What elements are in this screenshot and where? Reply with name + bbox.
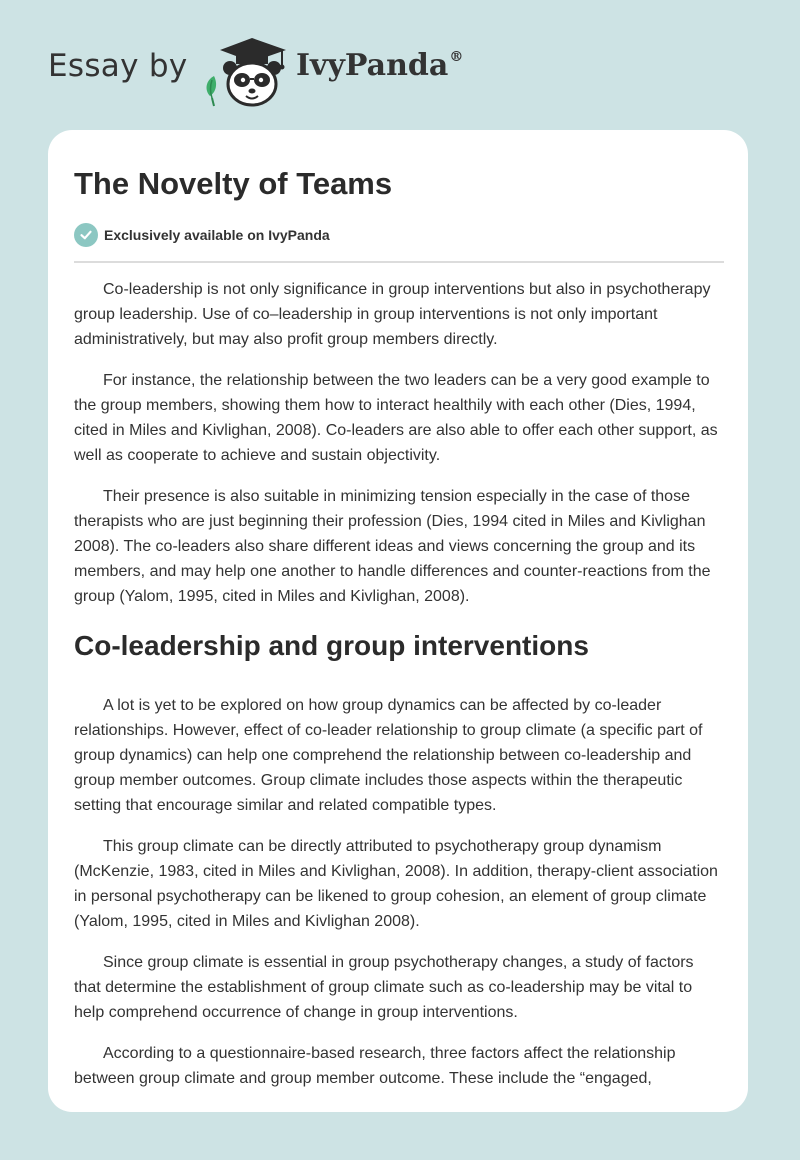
exclusive-badge	[74, 222, 330, 248]
paragraph: A lot is yet to be explored on how group dynamics can be affected by co-leader relationships. However, effect of co-leader relationship to group climate (a specific part of group dynamics) can help one comprehend the relationship between co-leadership and group member outcomes. Group climate includes those aspects within the therapeutic setting that encourage similar and related compatible types.	[74, 697, 703, 814]
registered-mark: ®	[449, 49, 464, 65]
exclusive-label: Exclusively available on IvyPanda	[104, 227, 330, 243]
title-divider	[74, 261, 724, 263]
site-header	[0, 0, 800, 128]
panda-graduation-cap-icon[interactable]	[200, 36, 292, 108]
essay-card	[48, 130, 748, 1112]
section-heading: Co-leadership and group interventions	[74, 630, 589, 661]
brand-name-text: IvyPanda	[296, 48, 449, 83]
page-title: The Novelty of Teams	[74, 166, 393, 201]
check-circle-icon	[74, 223, 98, 247]
paragraph: Their presence is also suitable in minimizing tension especially in the case of those therapists who are just beginning their profession (Dies, 1994 cited in Miles and Kivlighan 2008). The co-leaders also share different ideas and views concerning the group and its members, and may help one another to handle differences and counter-reactions from the group (Yalom, 1995, cited in Miles and Kivlighan, 2008).	[74, 488, 711, 605]
essay-body	[74, 277, 724, 1107]
essay-by-label: Essay by	[48, 48, 188, 84]
ivypanda-wordmark[interactable]	[296, 48, 463, 83]
paragraph: Co-leadership is not only significance in group interventions but also in psychotherapy group leadership. Use of co–leadership in group interventions is not only important administratively, but may also profit group members directly.	[74, 281, 711, 348]
paragraph: This group climate can be directly attributed to psychotherapy group dynamism (McKenzie, 1983, cited in Miles and Kivlighan, 2008). In addition, therapy-client association in personal psychotherapy can be likened to group cohesion, an element of group climate (Yalom, 1995, cited in Miles and Kivlighan 2008).	[74, 838, 718, 930]
paragraph: According to a questionnaire-based research, three factors affect the relationship between group climate and group member outcome. These include the “engaged,	[74, 1045, 676, 1087]
paragraph: Since group climate is essential in group psychotherapy changes, a study of factors that determine the establishment of group climate such as co-leadership may be vital to help comprehend occurrence of change in group interventions.	[74, 954, 694, 1021]
paragraph: For instance, the relationship between the two leaders can be a very good example to the group members, showing them how to interact healthily with each other (Dies, 1994, cited in Miles and Kivlighan, 2008). Co-leaders are also able to offer each other support, as well as cooperate to achieve and sustain objectivity.	[74, 372, 718, 464]
leaf-icon	[207, 76, 217, 106]
